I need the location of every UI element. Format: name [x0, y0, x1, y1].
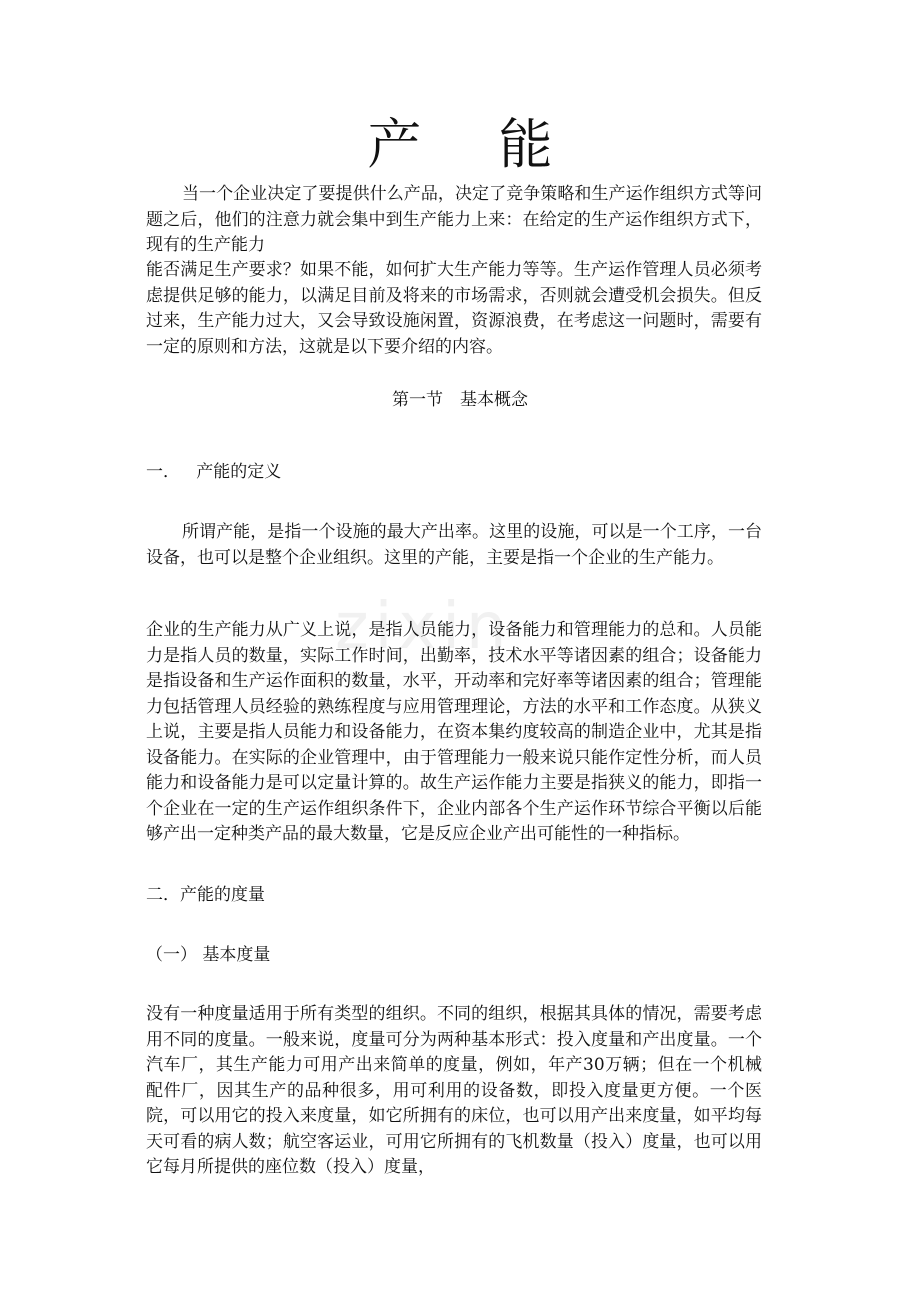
- section-1-heading: 第一节 基本概念: [392, 390, 528, 410]
- basic-measurement-paragraph: 没有一种度量适用于所有类型的组织。不同的组织，根据其具体的情况，需要考虑用不同的度量。一般来说，度量可分为两种基本形式：投入度量和产出度量。一个汽车厂，其生产能力可用产出来简单的度量，例如，年产30万辆；但在一个机械配件厂，因其生产的品种很多，用可利用的设备数，即投入度量更方便。一个医院，可以用它的投入来度量，如它所拥有的床位，也可以用产出来度量，如平均每天可看的病人数；航空客运业，可用它所拥有的飞机数量（投入）度量，也可以用它每月所提供的座位数（投入）度量，: [146, 1004, 762, 1177]
- definition-paragraph: 所谓产能，是指一个设施的最大产出率。这里的设施，可以是一个工序，一台设备，也可以是整个企业组织。这里的产能，主要是指一个企业的生产能力。: [146, 522, 762, 568]
- basic-measurement-heading: （一） 基本度量: [146, 945, 271, 965]
- document-title: 产 能: [367, 113, 583, 176]
- watermark: zixin: [335, 590, 513, 664]
- subsection-measurement-heading: 二．产能的度量: [146, 885, 265, 905]
- intro-paragraph-part-1: 当一个企业决定了要提供什么产品，决定了竞争策略和生产运作组织方式等问题之后，他们的注意力就会集中到生产能力上来：在给定的生产运作组织方式下，现有的生产能力: [146, 184, 762, 255]
- capacity-paragraph: 企业的生产能力从广义上说，是指人员能力，设备能力和管理能力的总和。人员能力是指人员的数量，实际工作时间，出勤率，技术水平等诸因素的组合；设备能力是指设备和生产运作面积的数量，水平，开动率和完好率等诸因素的组合；管理能力包括管理人员经验的熟练程度与应用管理理论，方法的水平和工作态度。从狭义上说，主要是指人员能力和设备能力，在资本集约度较高的制造企业中，尤其是指设备能力。在实际的企业管理中，由于管理能力一般来说只能作定性分析，而人员能力和设备能力是可以定量计算的。故生产运作能力主要是指狭义的能力，即指一个企业在一定的生产运作组织条件下，企业内部各个生产运作环节综合平衡以后能够产出一定种类产品的最大数量，它是反应企业产出可能性的一种指标。: [146, 620, 762, 844]
- subsection-definition-heading: 一． 产能的定义: [146, 462, 282, 482]
- intro-paragraph-part-2: 能否满足生产要求？如果不能，如何扩大生产能力等等。生产运作管理人员必须考虑提供足够的能力，以满足目前及将来的市场需求，否则就会遭受机会损失。但反过来，生产能力过大，又会导致设施闲置，资源浪费，在考虑这一问题时，需要有一定的原则和方法，这就是以下要介绍的内容。: [146, 260, 762, 357]
